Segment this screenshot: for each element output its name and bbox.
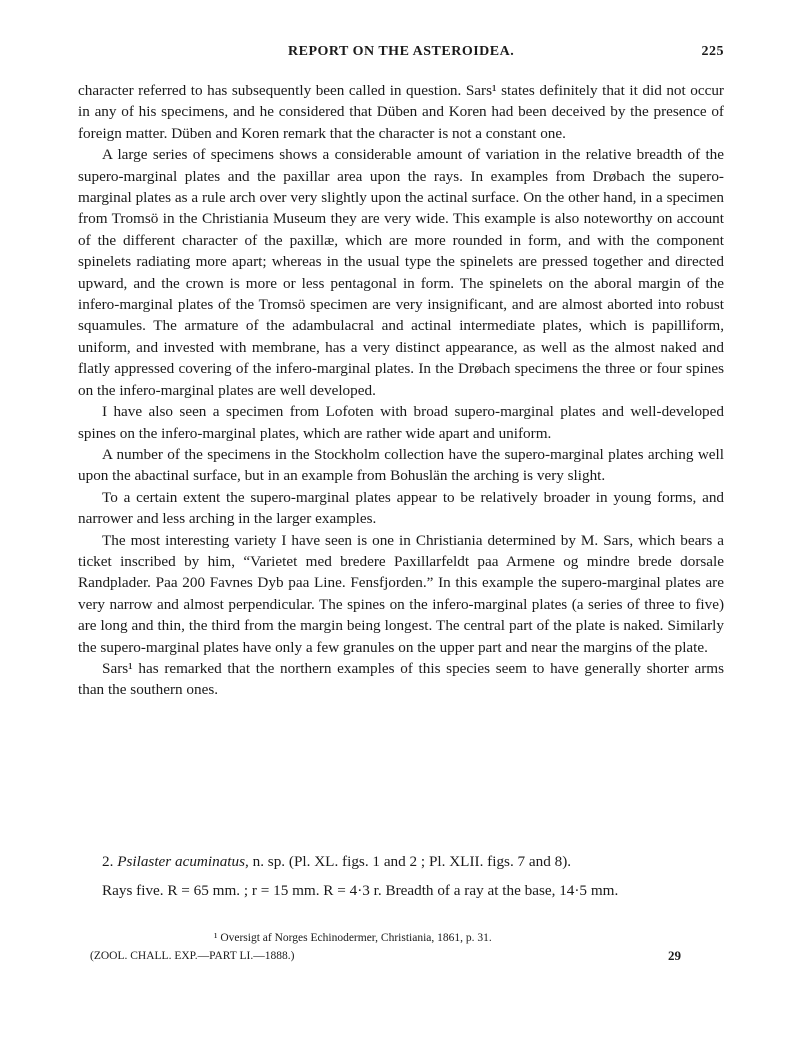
rays-description: Rays five. R = 65 mm. ; r = 15 mm. R = 4·3 r. Breadth of a ray at the base, 14·5 mm. <box>102 882 619 899</box>
paragraph-1: character referred to has subsequently been called in question. Sars¹ states definitely that it did not occur in any of his specimens, and he considered that Düben and Koren had been deceived by the presence of foreign matter. Düben and Koren remark that the character is not a constant one. <box>78 82 724 142</box>
paragraph-3: I have also seen a specimen from Lofoten with broad supero-marginal plates and well-developed spines on the infero-marginal plates, which are rather wide apart and uniform. <box>78 403 724 442</box>
species-number: 2. <box>102 853 114 870</box>
paragraph-7: Sars¹ has remarked that the northern examples of this species seem to have generally shorter arms than the southern ones. <box>78 659 724 699</box>
running-title: REPORT ON THE ASTEROIDEA. <box>288 44 515 59</box>
page-number: 225 <box>701 44 724 59</box>
paragraph-5: To a certain extent the supero-marginal plates appear to be relatively broader in young forms, and narrower and less arching in the larger examples. <box>78 488 724 528</box>
species-name: Psilaster acuminatus <box>117 853 246 870</box>
imprint: (ZOOL. CHALL. EXP.—PART LI.—1888.) <box>90 950 295 962</box>
species-heading <box>102 853 571 871</box>
footnote: ¹ Oversigt af Norges Echinodermer, Christiania, 1861, p. 31. <box>214 932 492 944</box>
paragraph-4: A number of the specimens in the Stockholm collection have the supero-marginal plates arching well upon the abactinal surface, but in an example from Bohuslän the arching is very slight. <box>78 445 724 485</box>
body-text <box>78 80 724 701</box>
paragraph-2: A large series of specimens shows a considerable amount of variation in the relative breadth of the supero-marginal plates and the paxillar area upon the rays. In examples from Drøbach the supero-marginal plates as a rule arch over very slightly upon the actinal surface. On the other hand, in a specimen from Tromsö in the Christiania Museum they are very wide. This example is also noteworthy on account of the different character of the paxillæ, which are more rounded in form, and with the component spinelets radiating more apart; whereas in the usual type the spinelets are pressed together and directed upward, and the crown is more or less pentagonal in form. The spinelets on the aboral margin of the infero-marginal plates of the Tromsö specimen are very insignificant, and are almost aborted into robust squamules. The armature of the adambulacral and actinal intermediate plates, which is papilliform, uniform, and invested with membrane, has a very distinct appearance, as well as the almost naked and flatly appressed covering of the infero-marginal plates. In the Drøbach specimens the three or four spines on the infero-marginal plates are well developed. <box>78 146 724 399</box>
species-plates: , n. sp. (Pl. XL. figs. 1 and 2 ; Pl. XLII. figs. 7 and 8). <box>245 853 572 870</box>
paragraph-6: The most interesting variety I have seen is one in Christiania determined by M. Sars, which bears a ticket inscribed by him, “Varietet med bredere Paxillarfeldt paa Armene og mindre brede dorsale Randplader. Paa 200 Favnes Dyb paa Line. Fensfjorden.” In this example the supero-marginal plates are very narrow and almost perpendicular. The spines on the infero-marginal plates (a series of three to five) are long and thin, the third from the margin being longest. The central part of the plate is naked. Similarly the supero-marginal plates have only a few granules on the upper part and near the margins of the plate. <box>78 531 724 656</box>
signature-mark: 29 <box>668 948 681 963</box>
